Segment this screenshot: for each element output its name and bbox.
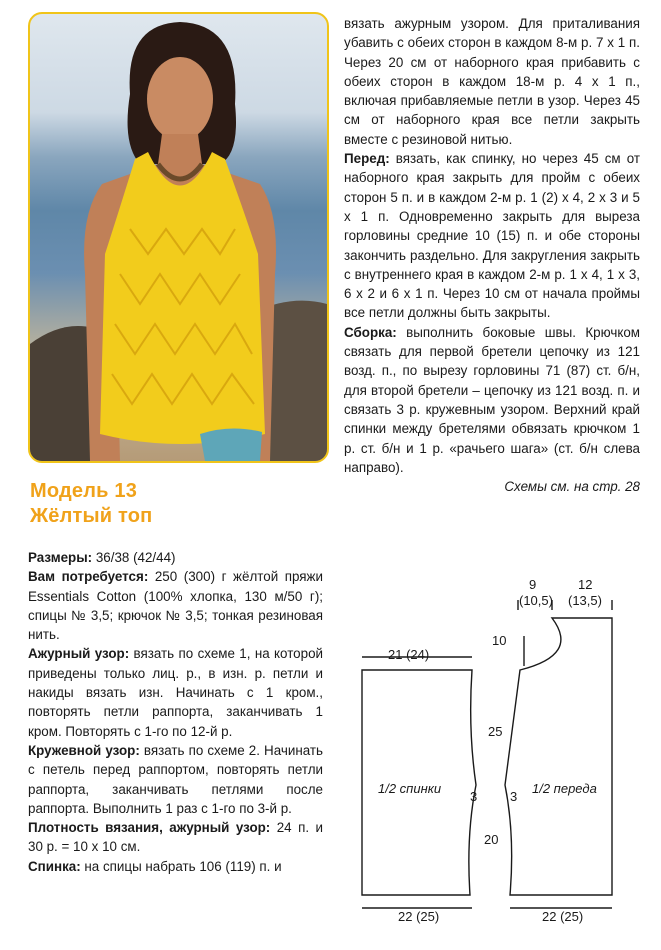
top-measure-b-alt: (13,5) xyxy=(568,593,602,608)
sizes-paragraph: Размеры: 36/38 (42/44) xyxy=(28,550,176,565)
top-measure-b: 12 xyxy=(578,577,593,592)
bottom-right-measure: 22 (25) xyxy=(542,909,584,924)
model-photo xyxy=(28,12,329,463)
front-label: 1/2 переда xyxy=(532,781,597,796)
decrease-right: 3 xyxy=(510,789,518,804)
lace-pattern-paragraph: Кружевной узор: вязать по схеме 2. Начинать с петель перед раппортом, повторять петли раппорта, заканчивать петлями после раппорта. Выполнить 1 раз с 1-го по 3-й р. xyxy=(28,742,323,816)
materials-paragraph: Вам потребуется: 250 (300) г жёлтой пряжи Essentials Cotton (100% хлопка, 130 м/50 г); спицы № 3,5; крючок № 3,5; тонкая резиновая нить. xyxy=(28,569,323,643)
back-label: 1/2 спинки xyxy=(378,781,442,796)
width-top-measure: 21 (24) xyxy=(388,647,430,662)
pattern-diagram xyxy=(340,570,660,950)
left-text-column xyxy=(28,548,323,876)
schemes-reference: Схемы см. на стр. 28 xyxy=(504,479,640,495)
top-measure-a: 9 xyxy=(529,577,537,592)
model-title: Модель 13 xyxy=(30,480,138,502)
decrease-left: 3 xyxy=(470,789,478,804)
lower-length-measure: 20 xyxy=(484,832,499,847)
front-paragraph: Перед: вязать, как спинку, но через 45 см от наборного края закрыть для пройм с обеих сторон 5 п. и в каждом 2-м р. 1 (2) х 4, 2 х 3 и 5 х 1 п. Одновременно закрыть для выреза горловины средние 10 (15) п. и обе стороны закончить раздельно. Для закругления закрыть с внутреннего края в каждом 2-м р. 1 х 4, 1 х 3, 6 х 2 и 6 х 1 п. Через 10 см от начала проймы все петли должны быть закрыты. xyxy=(344,151,640,321)
assembly-paragraph: Сборка: выполнить боковые швы. Крючком связать для первой бретели цепочку из 121 возд. п., по вырезу горловины 71 (87) ст. б/н, для второй бретели – цепочку из 121 возд. п. и связать 3 р. кружевным узором. Верхний край спинки между бретелями обвязать крючком 1 р. ст. б/н и 1 р. «рачьего шага» (ст. б/н слева направо). xyxy=(344,324,640,475)
back-paragraph: Спинка: на спицы набрать 106 (119) п. и xyxy=(28,858,282,874)
upper-length-measure: 25 xyxy=(488,724,503,739)
gauge-paragraph: Плотность вязания, ажурный узор: 24 п. и 30 р. = 10 х 10 см. xyxy=(28,820,323,855)
top-measure-a-alt: (10,5) xyxy=(519,593,553,608)
neck-measure: 10 xyxy=(492,633,507,648)
right-text-column xyxy=(344,14,640,496)
openwork-pattern-paragraph: Ажурный узор: вязать по схеме 1, на которой приведены только лиц. р., в изн. р. петли и накиды вязать изн. Начинать с 1 кром., повторять петли раппорта, заканчивать 1 кром. Повторять с 1-го по 12-й р. xyxy=(28,646,323,739)
bottom-left-measure: 22 (25) xyxy=(398,909,440,924)
back-continued-paragraph: вязать ажурным узором. Для приталивания убавить с обеих сторон в каждом 8-м р. 7 х 1 п. Через 20 см от наборного края прибавить с обеих сторон в каждом 18-м р. 4 х 1 п., включая прибавляемые петли в узор. Через 45 см от наборного края все петли закрыть вместе с резиновой нитью. xyxy=(344,16,640,147)
model-subtitle: Жёлтый топ xyxy=(30,505,153,527)
